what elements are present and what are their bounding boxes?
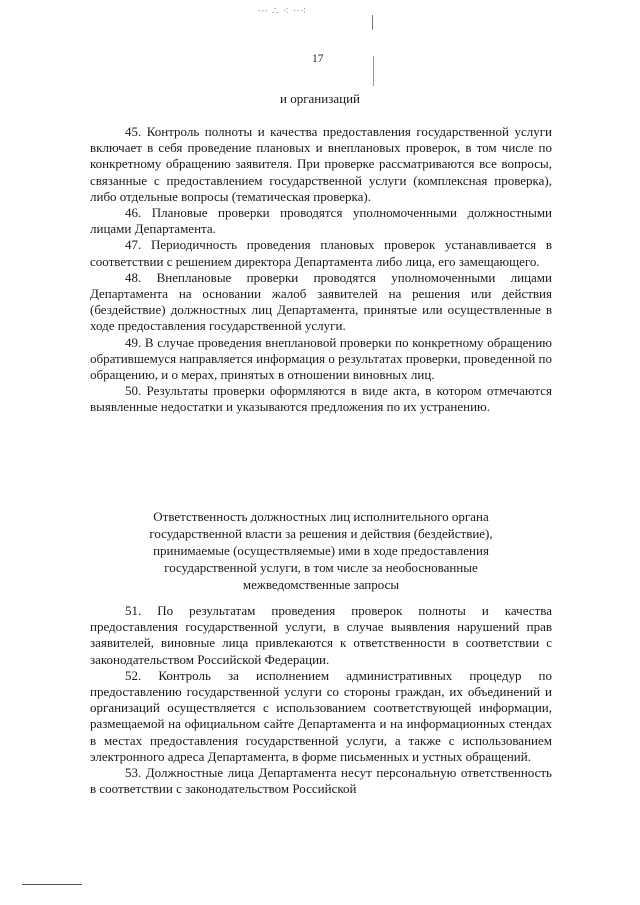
paragraph-50: 50. Результаты проверки оформляются в виде акта, в котором отмечаются выявленные недостатки и указываются предложения по их устранению. [90,383,552,415]
scan-artifact-line [373,56,374,86]
scan-marks: ∙∙∙ ∴ ⁖ ∙∙⁖ [258,6,308,17]
paragraph-53: 53. Должностные лица Департамента несут персональную ответственность в соответствии с законодательством Российской [90,765,552,797]
paragraph-45: 45. Контроль полноты и качества предоставления государственной услуги включает в себя проведение плановых и внеплановых проверок, в том числе по конкретному обращению заявителя. При проверке рассматриваются все вопросы, связанные с предоставлением государственной услуги (комплексная проверка), либо отдельные вопросы (тематическая проверка). [90,124,552,204]
scan-artifact-line [22,884,82,885]
section-title-line: государственной услуги, в том числе за необоснованные [164,560,478,575]
paragraph-51: 51. По результатам проведения проверок полноты и качества предоставления государственной услуги, в случае выявления нарушений прав заявителей, виновные лица привлекаются к ответственности в соответствии с законодательством Российской Федерации. [90,603,552,667]
page-number: 17 [312,53,324,65]
heading-continuation: и организаций [280,91,360,106]
section-title-line: принимаемые (осуществляемые) ими в ходе предоставления [153,543,489,558]
section-title-line: государственной власти за решения и действия (бездействие), [149,526,493,541]
section-title-line: межведомственные запросы [242,577,400,592]
paragraph-49: 49. В случае проведения внеплановой проверки по конкретному обращению обратившемуся направляется информация о результатах проверки, проведенной по обращению, и о мерах, принятых в отношении виновных лиц. [90,334,553,383]
scan-artifact-line [372,15,373,30]
paragraph-block [90,124,552,416]
section-title [90,508,552,593]
paragraph-46: 46. Плановые проверки проводятся уполномоченными должностными лицами Департамента. [90,205,552,237]
paragraph-52: 52. Контроль за исполнением административных процедур по предоставлению государственной услуги со стороны граждан, их объединений и организаций осуществляется с использованием соответствующей информации, размещаемой на официальном сайте Департамента и на информационных стендах в местах предоставления государственной услуги, а также с использованием электронного адреса Департамента, в форме письменных и устных обращений. [90,667,552,764]
paragraph-block [90,603,552,797]
section-title-line: Ответственность должностных лиц исполнительного органа [153,509,489,524]
paragraph-48: 48. Внеплановые проверки проводятся уполномоченными лицами Департамента на основании жалоб заявителей на решения или действия (бездействие) должностных лиц Департамента, принятые или осуществленные в ходе предоставления государственной услуги. [90,269,552,334]
paragraph-47: 47. Периодичность проведения плановых проверок устанавливается в соответствии с решением директора Департамента либо лица, его замещающего. [90,237,552,269]
